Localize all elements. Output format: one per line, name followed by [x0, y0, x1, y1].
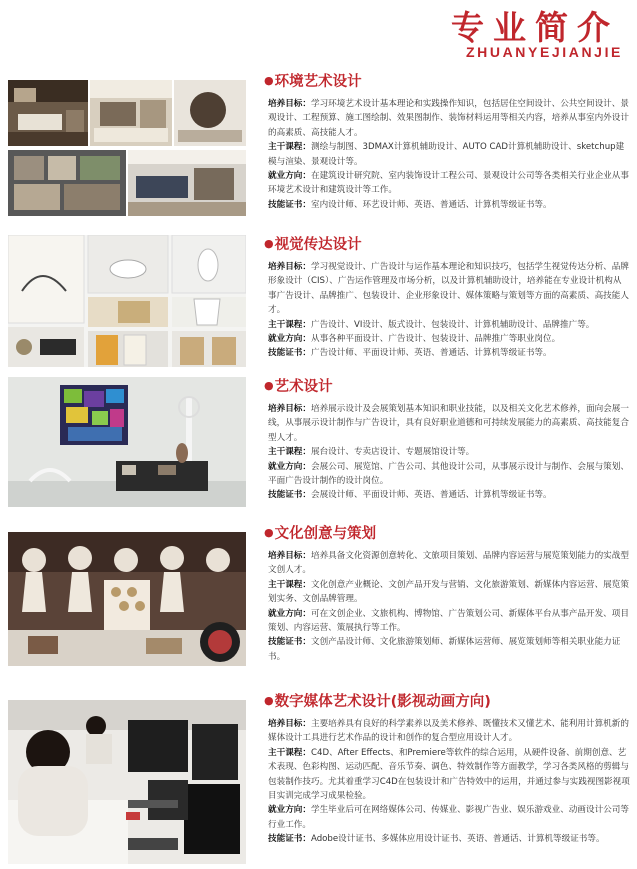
field-label: 培养目标：: [268, 404, 311, 414]
field-label: 就业方向：: [268, 805, 311, 816]
field-label: 主干课程：: [268, 319, 311, 330]
bullet-dot-icon: ●: [264, 379, 274, 392]
field-text: 培养展示设计及会展策划基本知识和职业技能，以及相关文化艺术修养，面向会展一线，从事展示设计制作与广告设计，具有良好职业道德和可持续发展能力的高素质、高技能复合型人才。: [268, 404, 629, 443]
field-text: 广告设计、VI设计、版式设计、包装设计、计算机辅助设计、品牌推广等。: [310, 319, 595, 330]
bullet-dot-icon: ●: [264, 694, 274, 707]
page-subtitle-pinyin: ZHUANYEJIANJIE: [466, 44, 623, 60]
field-label: 培养目标：: [268, 719, 311, 729]
section-title: ●数字媒体艺术设计(影视动画方向): [264, 694, 491, 710]
field-label: 主干课程：: [268, 142, 311, 153]
field-text: 室内设计师、环艺设计师、英语、普通话、计算机等级证书等。: [310, 199, 552, 210]
field-text: 在建筑设计研究院、室内装饰设计工程公司、景观设计公司等各类相关行业企业从事环境艺术设计和建筑设计等工作。: [268, 171, 629, 196]
field-label: 技能证书：: [268, 490, 311, 501]
field-label: 主干课程：: [268, 579, 311, 590]
field-text: 会展公司、展览馆、广告公司、其他设计公司，从事展示设计与制作、会展与策划、平面广告设计制作的设计岗位。: [268, 461, 629, 487]
section-text: [264, 375, 630, 503]
interior-design-photo-collage: [8, 80, 246, 216]
field-label: 培养目标：: [268, 551, 311, 561]
section-title: ●视觉传达设计: [264, 237, 362, 253]
bullet-dot-icon: ●: [264, 74, 274, 87]
bullet-dot-icon: ●: [264, 526, 274, 539]
section-text: [264, 690, 630, 847]
field-label: 技能证书：: [268, 834, 311, 845]
field-label: 技能证书：: [268, 199, 311, 210]
field-text: 学生毕业后可在网络媒体公司、传媒业、影视广告业、娱乐游戏业、动画设计公司等行业工作。: [268, 805, 629, 830]
field-text: 测绘与制图、3DMAX计算机辅助设计、AUTO CAD计算机辅助设计、sketchup建模与渲染、景观设计等。: [268, 142, 625, 167]
section-text: [264, 233, 630, 361]
section-body: [268, 402, 630, 503]
section-title: ●艺术设计: [264, 379, 333, 395]
section-body: [268, 97, 630, 212]
field-label: 就业方向：: [268, 171, 311, 182]
field-label: 就业方向：: [268, 608, 311, 619]
field-label: 技能证书：: [268, 348, 311, 359]
section-text: [264, 522, 630, 664]
field-text: 学习视觉设计、广告设计与运作基本理论和知识技巧，包括学生视觉传达分析、品牌形象设计（CIS）、广告运作管理及市场分析，以及计算机辅助设计，培养能在专业设计机构从事广告设计、品牌推广、包装设计、企业形象设计、媒体策略与策划等方面的高素质、高技能人才。: [268, 262, 629, 316]
section-body: [268, 549, 630, 664]
field-label: 主干课程：: [268, 747, 311, 758]
field-text: 广告设计师、平面设计师、英语、普通话、计算机等级证书等。: [310, 348, 552, 359]
field-label: 培养目标：: [268, 99, 311, 109]
page-title: 专业简介: [451, 8, 619, 47]
field-label: 技能证书：: [268, 637, 311, 648]
field-text: 从事各种平面设计、广告设计、包装设计、品牌推广等职业岗位。: [310, 334, 561, 345]
field-text: 可在文创企业、文旅机构、博物馆、广告策划公司、新媒体平台从事产品开发、项目策划、内容运营、策展执行等工作。: [268, 608, 629, 634]
section-title: ●文化创意与策划: [264, 526, 377, 542]
jewelry-crafts-photo: [8, 532, 246, 666]
field-text: 文创产品设计师、文化旅游策划师、新媒体运营师、展览策划师等相关职业能力证书。: [268, 637, 621, 662]
field-text: 文化创意产业概论、文创产品开发与营销、文化旅游策划、新媒体内容运营、展览策划实务、文创品牌管理。: [268, 579, 629, 605]
field-label: 就业方向：: [268, 461, 311, 472]
section-title: ●环境艺术设计: [264, 74, 362, 90]
section-body: [268, 717, 630, 847]
section-body: [268, 260, 630, 361]
field-text: 学习环境艺术设计基本理论和实践操作知识，包括居住空间设计、公共空间设计、景观设计、工程预算、施工图绘制、效果图制作、装饰材料运用等相关内容，培养从事室内外设计的高素质、高技能人才。: [268, 99, 629, 138]
field-text: 主要培养具有良好的科学素养以及美术修养、既懂技术又懂艺术、能利用计算机新的媒体设计工具进行艺术作品的设计和创作的复合型应用设计人才。: [268, 719, 629, 744]
section-text: [264, 70, 630, 212]
field-text: 会展设计师、平面设计师、英语、普通话、计算机等级证书等。: [310, 490, 552, 501]
computer-lab-photo: [8, 700, 246, 864]
field-text: C4D、After Effects、和Premiere等软件的综合运用，从硬件设备、前期创意、艺术表现、色彩构图、运动匹配、音乐节奏、调色、特效制作等方面教学，学习各类风格的剪辑与包装制作技巧。尤其着重学习C4D在包装设计和广告特效中的运用，并通过参与实践视图影视项目实训完成学习成果检验。: [268, 747, 630, 802]
field-label: 就业方向：: [268, 334, 311, 345]
branding-packaging-photo-collage: [8, 235, 246, 367]
display-room-photo: [8, 377, 246, 507]
field-text: 培养具备文化资源创意转化、文旅项目策划、品牌内容运营与展览策划能力的实战型文创人才。: [268, 551, 629, 576]
bullet-dot-icon: ●: [264, 237, 274, 250]
field-text: Adobe设计证书、多媒体应用设计证书、英语、普通话、计算机等级证书等。: [310, 834, 605, 845]
field-label: 培养目标：: [268, 262, 311, 272]
field-label: 主干课程：: [268, 447, 311, 458]
page-header: [0, 0, 637, 70]
field-text: 展台设计、专卖店设计、专题展馆设计等。: [310, 447, 475, 458]
